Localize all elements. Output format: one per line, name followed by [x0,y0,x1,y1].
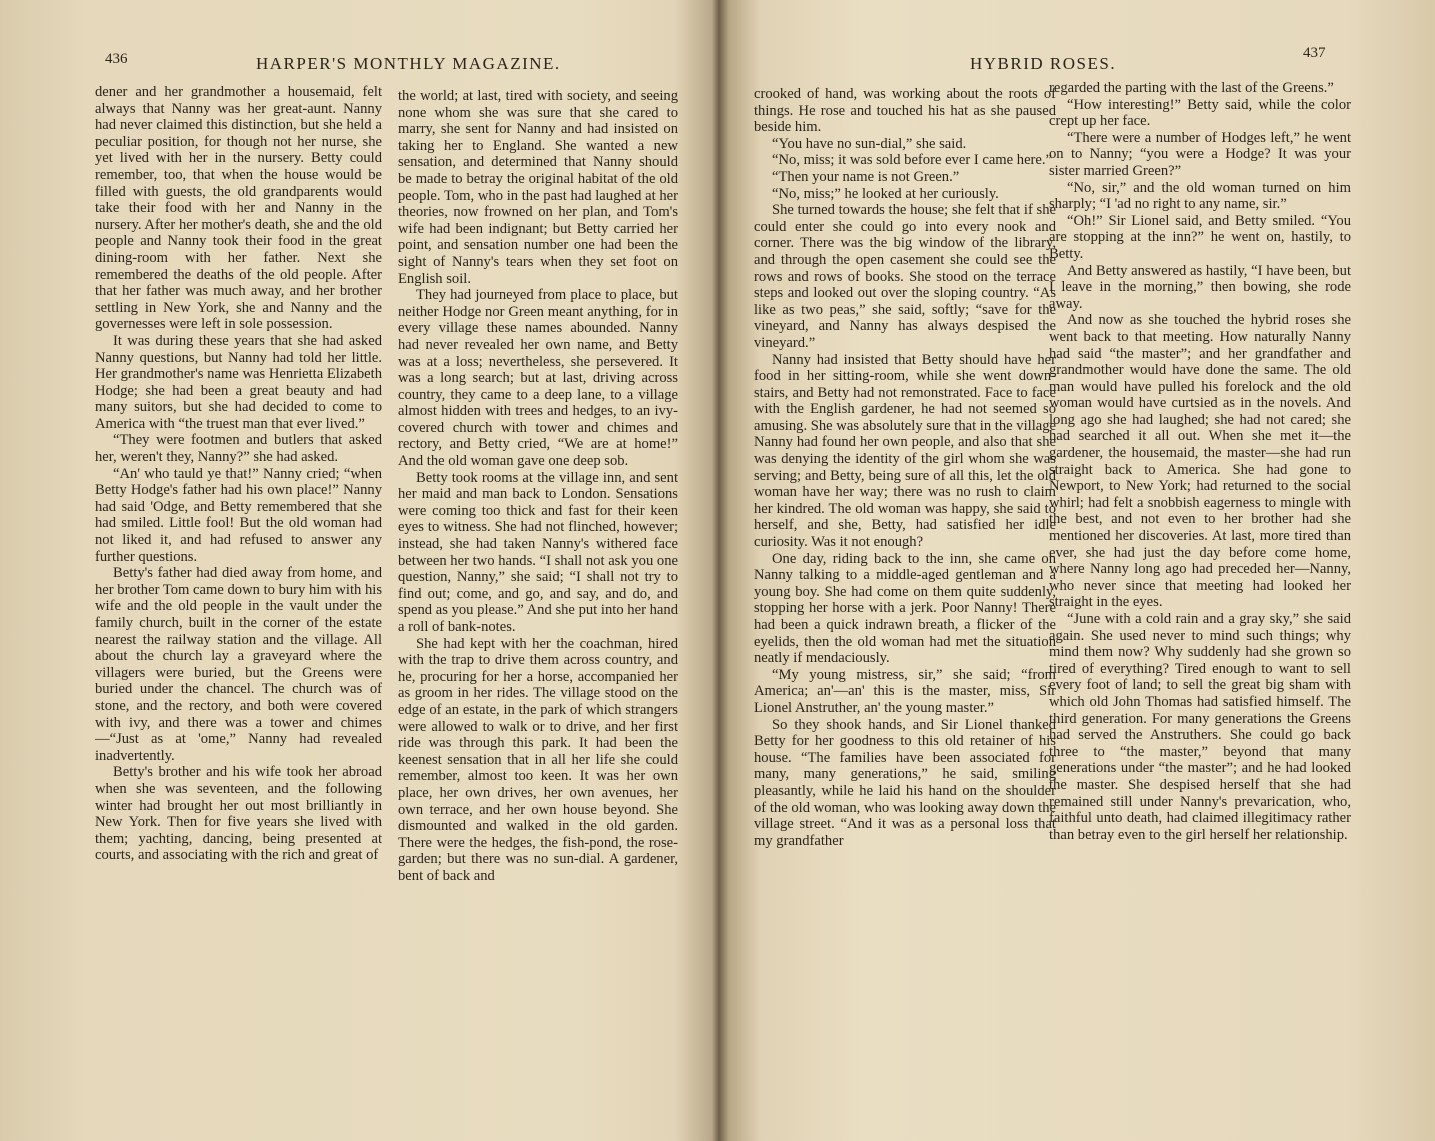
running-head: HYBRID ROSES. [970,54,1117,73]
paragraph: One day, riding back to the inn, she came on Nanny talking to a middle-aged gentleman and a young boy. She had come on them quite suddenly, stopping her horse with a jerk. Poor Nanny! There had been a quick indrawn breath, a flicker of the eyelids, then the old woman had met the situation neatly if mendaciously. [754,550,1056,667]
paragraph: “June with a cold rain and a gray sky,” she said again. She used never to mind such things; why mind them now? Why suddenly had she grown so tired of everything? Tired enough to want to sell every foot of land; to sell the great big sham with which old John Thomas had satisfied himself. The third generation. For many generations the Greens had served the Anstruthers. She could go back three to “the master,” beyond that many generations under “the master”; and he had looked the master. She despised herself that she had remained still under Nanny's prevarication, who, faithful unto death, had claimed illegitimacy rather than betray even to the girl herself her relationship. [1049,611,1351,843]
paragraph: “My young mistress, sir,” she said; “from America; an'—an' this is the master, miss, Sir Lionel Anstruther, an' the young master.” [754,666,1056,716]
paragraph: It was during these years that she had asked Nanny questions, but Nanny had told her little. Her grandmother's name was Henrietta Elizabeth Hodge; she had been a great beauty and had many suitors, but she had decided to come to America with “the truest man that ever lived.” [95,332,382,432]
paragraph: “Then your name is not Green.” [772,168,960,185]
text-column [1049,80,1351,843]
paragraph: So they shook hands, and Sir Lionel thanked Betty for her goodness to this old retainer of his house. “The families have been associated for many, many generations,” he said, smiling pleasantly, while he laid his hand on the shoulder of the old woman, who was looking away down the village street. “And it was as a personal loss that my grandfather [754,716,1056,849]
right-page [724,0,1435,1141]
paragraph: the world; at last, tired with society, and seeing none whom she was sure that she cared to marry, she sent for Nanny and had insisted on taking her to England. She wanted a new sensation, and determined that Nanny should be made to betray the original habitat of the old people. Tom, who in the past had laughed at her theories, now frowned on her plan, and Tom's wife had been indignant; but Betty carried her point, and sensation number one had been the sight of Nanny's tears when they set foot on English soil. [398,88,678,287]
paragraph: “There were a number of Hodges left,” he went on to Nanny; “you were a Hodge? It was your sister married Green?” [1049,129,1351,179]
paragraph: “An' who tauld ye that!” Nanny cried; “when Betty Hodge's father had his own place!” Nanny had said 'Odge, and Betty remembered that she had smiled. Little fool! But the old woman had not liked it, and had refused to answer any further questions. [95,465,382,565]
paragraph: And now as she touched the hybrid roses she went back to that meeting. How naturally Nanny had said “the master”; and her grandfather and grandmother would have done the same. The old man would have pulled his forelock and the old woman would have curtsied as in the novels. And long ago she had laughed; she had not cared; she had searched it all out. When she met it—the gardener, the housemaid, the master—she had run straight back to America. She had gone to Newport, to New York; had returned to the social whirl; had felt a snobbish eagerness to mingle with the best, and not even to her brother had she mentioned her discoveries. At last, more tired than ever, she had just the day before come home, where Nanny long ago had preceded her—Nanny, who never since that meeting had looked her straight in the eyes. [1049,312,1351,611]
paragraph: regarded the parting with the last of the Greens.” [1049,80,1334,96]
paragraph: “They were footmen and butlers that asked her, weren't they, Nanny?” she had asked. [95,432,382,466]
page-number: 437 [1303,45,1326,61]
paragraph: “How interesting!” Betty said, while the color crept up her face. [1049,96,1351,130]
paragraph: She turned towards the house; she felt that if she could enter she could go into every nook and corner. There was the big window of the library, and through the open casement she could see the rows and rows of books. She stood on the terrace steps and looked out over the sloping country. “As like as two peas,” she said, softly; “save for the vineyard, and Nanny has always despised the vineyard.” [754,202,1056,351]
text-column [754,86,1056,849]
running-head: HARPER'S MONTHLY MAGAZINE. [256,54,561,73]
paragraph: “You have no sun-dial,” she said. [772,135,967,152]
paragraph: dener and her grandmother a housemaid, felt always that Nanny was her great-aunt. Nanny had never claimed this distinction, but she held a peculiar position, for though not her nurse, she yet lived with her in the nursery. Betty could remember, too, that when the house would be filled with guests, the old grandparents would take their food with her and Nanny in the nursery. After her mother's death, she and the old people and Nanny took their food in the great dining-room with her father. Next she remembered the deaths of the old people. After that her father was much away, and her brother settling in New York, she and Nanny and the governesses were left in sole possession. [95,84,382,333]
paragraph: Nanny had insisted that Betty should have her food in her sitting-room, while she went down-stairs, and Betty had not remonstrated. Face to face with the English gardener, he had not seemed so amusing. She was absolutely sure that in the village Nanny had found her own people, and also that she was denying the identity of the girl whom she was serving; and Betty, being sure of all this, let the old woman have her way; there was no rush to claim her kindred. The old woman was happy, she said to herself, and she, Betty, had satisfied her idle curiosity. Was it not enough? [754,351,1056,551]
paragraph: crooked of hand, was working about the roots of things. He rose and touched his hat as she paused beside him. [754,86,1056,136]
text-column [95,84,382,864]
paragraph: “Oh!” Sir Lionel said, and Betty smiled. “You are stopping at the inn?” he went on, hastily, to Betty. [1049,212,1351,262]
paragraph: Betty's brother and his wife took her abroad when she was seventeen, and the following winter had brought her out most brilliantly in New York. Then for five years she lived with them; yachting, dancing, being presented at courts, and associating with the rich and great of [95,764,382,864]
text-column [398,88,678,885]
paragraph: “No, miss; it was sold before ever I came here.” [772,152,1053,169]
left-page [0,0,716,1141]
paragraph: Betty took rooms at the village inn, and sent her maid and man back to London. Sensations were coming too thick and fast for their keen eyes to witness. She had not flinched, however; instead, she had taken Nanny's withered face between her two hands. “I shall not ask you one question, Nanny,” she said; “I shall not try to find out; come, and go, and say, and do, and spend as you please.” And she put into her hand a roll of bank-notes. [398,469,678,635]
paragraph: Betty's father had died away from home, and her brother Tom came down to bury him with his wife and the old people in the vault under the family church, built in the corner of the estate nearest the railway station and the village. All about the church lay a graveyard where the villagers were buried, but the Greens were buried under the chancel. The church was of stone, and the rectory, and both were covered with ivy, and there was a tower and chimes—“Just as at 'ome,” Nanny had revealed inadvertently. [95,565,382,764]
paragraph: “No, miss;” he looked at her curiously. [772,185,999,202]
paragraph: She had kept with her the coachman, hired with the trap to drive them across country, and he, procuring for her a horse, accompanied her as groom in her rides. The village stood on the edge of an estate, in the park of which strangers were allowed to walk or to drive, and her first ride was through this park. It had been the keenest sensation that in all her life she could remember, almost too keen. It was her own place, her own drives, her own avenues, her own terrace, and her own house beyond. She dismounted and walked in the old garden. There were the hedges, the fish-pond, the rose-garden; but there was no sun-dial. A gardener, bent of back and [398,635,678,884]
paragraph: “No, sir,” and the old woman turned on him sharply; “I 'ad no right to any name, sir.” [1049,179,1351,213]
paragraph: And Betty answered as hastily, “I have been, but I leave in the morning,” then bowing, she rode away. [1049,262,1351,312]
paragraph: They had journeyed from place to place, but neither Hodge nor Green meant anything, for in every village these names abounded. Nanny had never revealed her own name, and Betty was at a loss; nevertheless, she persevered. It was a long search; but at last, driving across country, they came to a deep lane, to a village almost hidden with trees and hedges, to an ivy-covered church with tower and chimes and rectory, and Betty cried, “We are at home!” And the old woman gave one deep sob. [398,287,678,470]
page-number: 436 [105,51,128,67]
